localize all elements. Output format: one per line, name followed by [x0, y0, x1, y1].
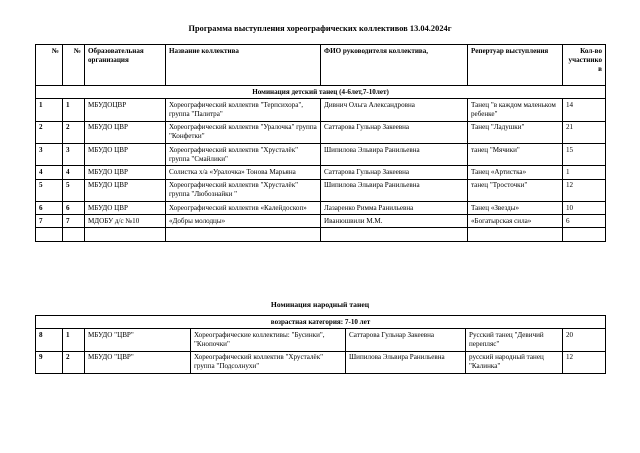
row-num1: 5 [36, 179, 63, 201]
blank-cell [321, 228, 468, 242]
row-leader: Шипилова Эльвира Ранильевна [346, 351, 466, 373]
row-collective: Хореографический коллектив "Хрусталёк" группа "Любознайки " [166, 179, 321, 201]
table-trailing-blank-row [36, 228, 606, 242]
row-num1: 6 [36, 202, 63, 215]
row-collective: Хореографический коллектив "Терпсихора", группа "Палитра" [166, 99, 321, 121]
section-title-row [36, 86, 606, 99]
row-count: 20 [563, 329, 606, 351]
row-repertoire: Танец "в каждом маленьком ребенке" [468, 99, 563, 121]
row-num1: 2 [36, 121, 63, 143]
row-organization: МДОБУ д/с №10 [85, 215, 166, 228]
row-leader: Шипилова Эльвира Ранильевна [321, 144, 468, 166]
row-organization: МБУДО ЦВР [85, 179, 166, 201]
header-collective: Название коллектива [166, 45, 321, 86]
table-row [36, 121, 606, 143]
row-num2: 7 [63, 215, 85, 228]
blank-cell [63, 228, 85, 242]
row-count: 10 [563, 202, 606, 215]
table-row [36, 144, 606, 166]
row-count: 1 [563, 166, 606, 179]
row-repertoire: Русский танец "Девичий перепляс" [466, 329, 563, 351]
row-num2: 2 [63, 121, 85, 143]
header-count: Кол-во участников [563, 45, 606, 86]
table-nomination-folk [35, 315, 606, 374]
row-count: 21 [563, 121, 606, 143]
section-title-folk-dance: Номинация народный танец [270, 300, 370, 309]
row-leader: Саттарова Гульнар Закеевна [346, 329, 466, 351]
row-repertoire: танец "Мячики" [468, 144, 563, 166]
row-count: 15 [563, 144, 606, 166]
row-num1: 4 [36, 166, 63, 179]
row-leader: Иванюшвили М.М. [321, 215, 468, 228]
row-num2: 1 [63, 99, 85, 121]
row-num1: 7 [36, 215, 63, 228]
blank-cell [36, 228, 63, 242]
age-category-label: возрастная категория: 7-10 лет [36, 316, 606, 329]
blank-cell [468, 228, 563, 242]
table-row [36, 351, 606, 373]
row-organization: МБУДО ЦВР [85, 166, 166, 179]
table-row [36, 99, 606, 121]
table-header-row [36, 45, 606, 86]
table-row [36, 202, 606, 215]
blank-cell [85, 228, 166, 242]
row-num2: 4 [63, 166, 85, 179]
row-repertoire: Танец "Ладушки" [468, 121, 563, 143]
row-num2: 3 [63, 144, 85, 166]
row-repertoire: танец "Тросточки" [468, 179, 563, 201]
table-row [36, 329, 606, 351]
row-leader: Шипилова Эльвира Ранильевна [321, 179, 468, 201]
row-count: 12 [563, 179, 606, 201]
row-organization: МБУДОЦВР [85, 99, 166, 121]
row-count: 14 [563, 99, 606, 121]
row-leader: Лазаренко Римма Ранильевна [321, 202, 468, 215]
row-collective: «Добры молодцы» [166, 215, 321, 228]
row-num1: 3 [36, 144, 63, 166]
row-num2: 1 [63, 329, 85, 351]
row-leader: Саттарова Гульнар Закеевна [321, 166, 468, 179]
page-title: Программа выступления хореографических коллективов 13.04.2024г [188, 24, 452, 33]
row-organization: МБУДО "ЦВР" [85, 329, 191, 351]
row-leader: Дивнич Ольга Александровна [321, 99, 468, 121]
row-count: 6 [563, 215, 606, 228]
blank-cell [166, 228, 321, 242]
row-collective: Хореографический коллектив "Уралочка" группа "Конфетки" [166, 121, 321, 143]
table-row [36, 215, 606, 228]
row-repertoire: Танец «Артистка» [468, 166, 563, 179]
table-row [36, 179, 606, 201]
row-organization: МБУДО "ЦВР" [85, 351, 191, 373]
row-collective: Хореографический коллектив «Калейдоскоп» [166, 202, 321, 215]
row-num2: 5 [63, 179, 85, 201]
row-collective: Солистка х/а «Уралочка» Тонова Марьяна [166, 166, 321, 179]
table-nomination-children [35, 44, 606, 242]
header-organization: Образовательная организация [85, 45, 166, 86]
row-repertoire: Танец «Звезды» [468, 202, 563, 215]
age-category-row [36, 316, 606, 329]
row-collective: Хореографический коллектив "Хрусталёк" группа "Подсолнухи" [191, 351, 346, 373]
row-num1: 9 [36, 351, 63, 373]
row-num1: 8 [36, 329, 63, 351]
header-num1: № [36, 45, 63, 86]
blank-cell [563, 228, 606, 242]
row-collective: Хореографические коллективы: "Бусинки", "Кнопочки" [191, 329, 346, 351]
row-collective: Хореографический коллектив "Хрусталёк" группа "Смайлики" [166, 144, 321, 166]
row-num2: 6 [63, 202, 85, 215]
row-leader: Саттарова Гульнар Закеевна [321, 121, 468, 143]
header-repertoire: Репертуар выступления [468, 45, 563, 86]
row-count: 12 [563, 351, 606, 373]
section-title-children-dance: Номинация детский танец (4-6лет,7-10лет) [36, 86, 606, 99]
row-repertoire: «Богатырская сила» [468, 215, 563, 228]
row-organization: МБУДО ЦВР [85, 202, 166, 215]
row-num2: 2 [63, 351, 85, 373]
table-row [36, 166, 606, 179]
header-num2: № [63, 45, 85, 86]
header-leader: ФИО руководителя коллектива, [321, 45, 468, 86]
row-num1: 1 [36, 99, 63, 121]
row-organization: МБУДО ЦВР [85, 121, 166, 143]
row-repertoire: русский народный танец "Калинка" [466, 351, 563, 373]
row-organization: МБУДО ЦВР [85, 144, 166, 166]
